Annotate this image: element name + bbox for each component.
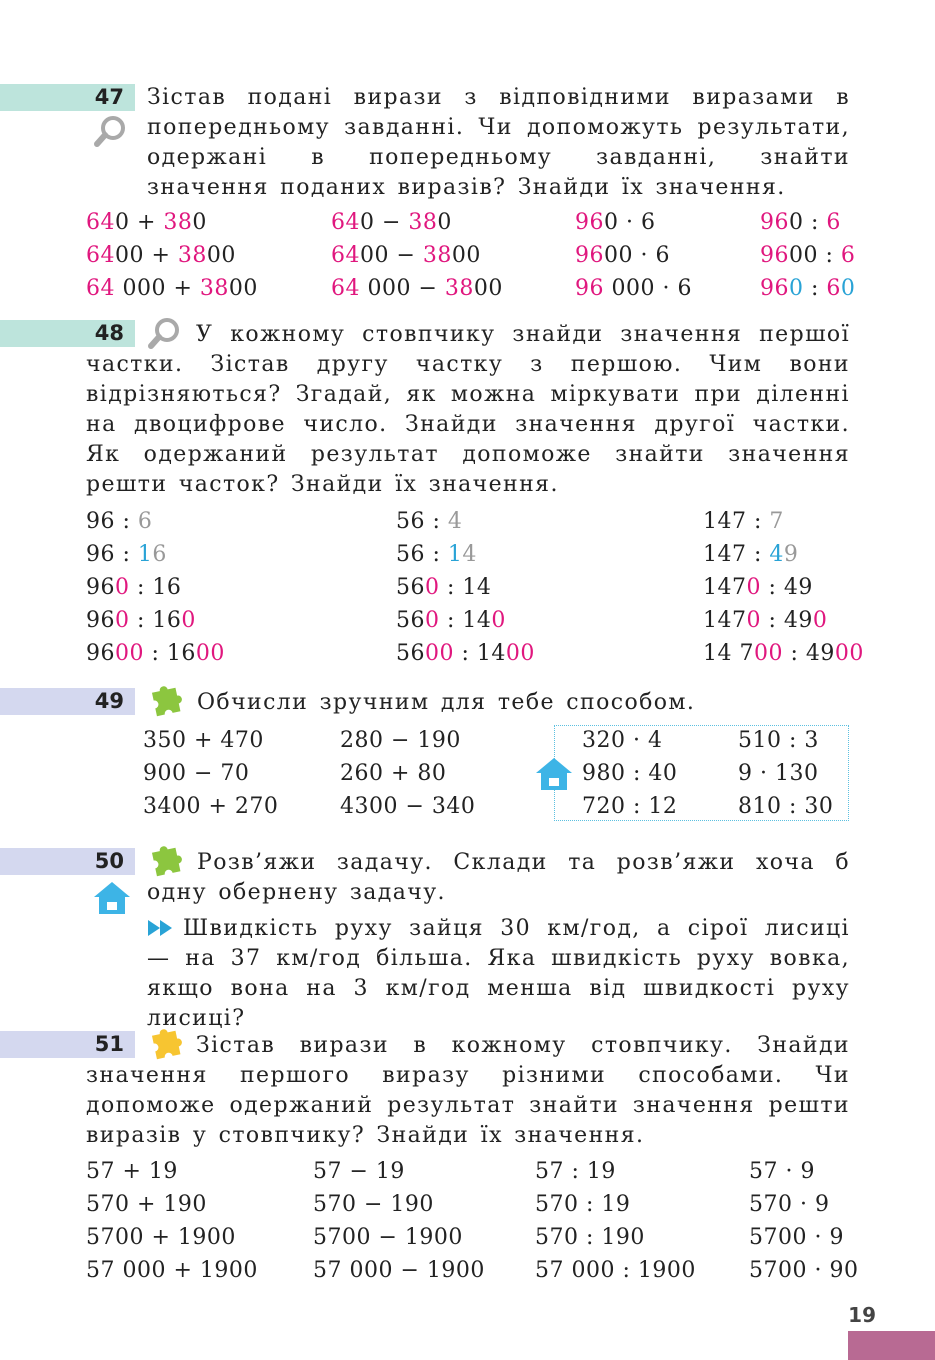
t51-expr-2-1: 57 − 19 bbox=[313, 1159, 405, 1184]
t48-expr-2-1: 56 : 4 bbox=[396, 509, 463, 534]
t47-expr-1-1: 640 + 380 bbox=[86, 210, 207, 235]
t47-expr-4-1: 960 : 6 bbox=[760, 210, 841, 235]
page-number: 19 bbox=[848, 1303, 876, 1327]
t49-expr-3-3: 720 : 12 bbox=[582, 794, 678, 819]
t51-expr-3-1: 57 : 19 bbox=[535, 1159, 616, 1184]
t48-expr-1-4: 960 : 160 bbox=[86, 608, 196, 633]
task-49-number: 49 bbox=[94, 689, 124, 713]
t49-expr-2-3: 4300 − 340 bbox=[340, 794, 476, 819]
t51-expr-2-3: 5700 − 1900 bbox=[313, 1225, 463, 1250]
t48-expr-3-3: 1470 : 49 bbox=[703, 575, 813, 600]
t48-expr-2-3: 560 : 14 bbox=[396, 575, 492, 600]
t51-expr-4-4: 5700 · 90 bbox=[749, 1258, 859, 1283]
t51-expr-3-3: 570 : 190 bbox=[535, 1225, 645, 1250]
t49-expr-1-1: 350 + 470 bbox=[143, 728, 264, 753]
t48-expr-1-2: 96 : 16 bbox=[86, 542, 167, 567]
t47-expr-3-1: 960 · 6 bbox=[575, 210, 656, 235]
task-48-text: У кожному стовпчику знайди значення першої частки. Зістав другу частку з першою. Чим вони відрізняються? Згадай, як можна міркувати при діленні на двоцифрове число. Знайди значення другої частки. Як одержаний результат допоможе знайти значення решти часток? Знайди їх значення. bbox=[86, 322, 850, 497]
t48-expr-2-5: 5600 : 1400 bbox=[396, 641, 535, 666]
t47-expr-2-3: 64 000 − 3800 bbox=[331, 276, 503, 301]
t49-expr-1-2: 900 − 70 bbox=[143, 761, 250, 786]
t48-expr-1-1: 96 : 6 bbox=[86, 509, 153, 534]
house-icon bbox=[92, 880, 132, 916]
t47-expr-3-2: 9600 · 6 bbox=[575, 243, 670, 268]
t48-expr-3-1: 147 : 7 bbox=[703, 509, 784, 534]
t49-expr-2-1: 280 − 190 bbox=[340, 728, 461, 753]
t51-expr-1-3: 5700 + 1900 bbox=[86, 1225, 236, 1250]
task-50-text: Розв’яжи задачу. Склади та розв’яжи хоча б одну обернену задачу. bbox=[147, 850, 850, 905]
t51-expr-1-4: 57 000 + 1900 bbox=[86, 1258, 258, 1283]
task-47-number: 47 bbox=[94, 85, 124, 109]
page-corner-bar bbox=[848, 1331, 935, 1360]
t51-expr-4-3: 5700 · 9 bbox=[749, 1225, 844, 1250]
t48-expr-3-4: 1470 : 490 bbox=[703, 608, 828, 633]
t49-expr-4-2: 9 · 130 bbox=[738, 761, 819, 786]
t49-expr-4-3: 810 : 30 bbox=[738, 794, 834, 819]
t48-expr-3-2: 147 : 49 bbox=[703, 542, 799, 567]
t51-expr-4-2: 570 · 9 bbox=[749, 1192, 830, 1217]
t51-expr-2-4: 57 000 − 1900 bbox=[313, 1258, 485, 1283]
t48-expr-1-3: 960 : 16 bbox=[86, 575, 182, 600]
task-47-text: Зістав подані вирази з відповідними виразами в попередньому завданні. Чи допоможуть результати, одержані в попередньому завданні, знайти значення поданих виразів? Знайди їх значення. bbox=[147, 85, 850, 200]
t49-expr-3-2: 980 : 40 bbox=[582, 761, 678, 786]
t49-expr-4-1: 510 : 3 bbox=[738, 728, 819, 753]
t48-expr-2-4: 560 : 140 bbox=[396, 608, 506, 633]
task-51-number: 51 bbox=[94, 1032, 124, 1056]
t48-expr-3-5: 14 700 : 4900 bbox=[703, 641, 864, 666]
t47-expr-1-3: 64 000 + 3800 bbox=[86, 276, 258, 301]
t47-expr-3-3: 96 000 · 6 bbox=[575, 276, 692, 301]
t51-expr-4-1: 57 · 9 bbox=[749, 1159, 815, 1184]
task-48-number: 48 bbox=[94, 321, 124, 345]
t51-expr-2-2: 570 − 190 bbox=[313, 1192, 434, 1217]
task-49-text: Обчисли зручним для тебе способом. bbox=[197, 690, 696, 715]
t51-expr-3-4: 57 000 : 1900 bbox=[535, 1258, 696, 1283]
t51-expr-3-2: 570 : 19 bbox=[535, 1192, 631, 1217]
t49-expr-1-3: 3400 + 270 bbox=[143, 794, 279, 819]
house-icon bbox=[534, 756, 574, 792]
t49-expr-2-2: 260 + 80 bbox=[340, 761, 447, 786]
t51-expr-1-2: 570 + 190 bbox=[86, 1192, 207, 1217]
task-50-problem: Швидкість руху зайця 30 км/год, а сірої лисиці — на 37 км/год більша. Яка швидкість руху вовка, якщо вона на 3 км/год менша від швидкості руху лисиці? bbox=[147, 916, 850, 1031]
t47-expr-4-3: 960 : 60 bbox=[760, 276, 856, 301]
t48-expr-2-2: 56 : 14 bbox=[396, 542, 477, 567]
task-50-number: 50 bbox=[94, 849, 124, 873]
t47-expr-1-2: 6400 + 3800 bbox=[86, 243, 236, 268]
task-51-text: Зістав вирази в кожному стовпчику. Знайди значення першого виразу різними способами. Чи допоможе одержаний результат знайти значення решти виразів у стовпчику? Знайди їх значення. bbox=[86, 1033, 850, 1148]
t47-expr-2-2: 6400 − 3800 bbox=[331, 243, 481, 268]
t49-expr-3-1: 320 · 4 bbox=[582, 728, 663, 753]
puzzle-icon bbox=[146, 682, 186, 720]
t47-expr-2-1: 640 − 380 bbox=[331, 210, 452, 235]
t48-expr-1-5: 9600 : 1600 bbox=[86, 641, 225, 666]
t51-expr-1-1: 57 + 19 bbox=[86, 1159, 178, 1184]
t47-expr-4-2: 9600 : 6 bbox=[760, 243, 856, 268]
magnifier-icon bbox=[93, 114, 129, 148]
